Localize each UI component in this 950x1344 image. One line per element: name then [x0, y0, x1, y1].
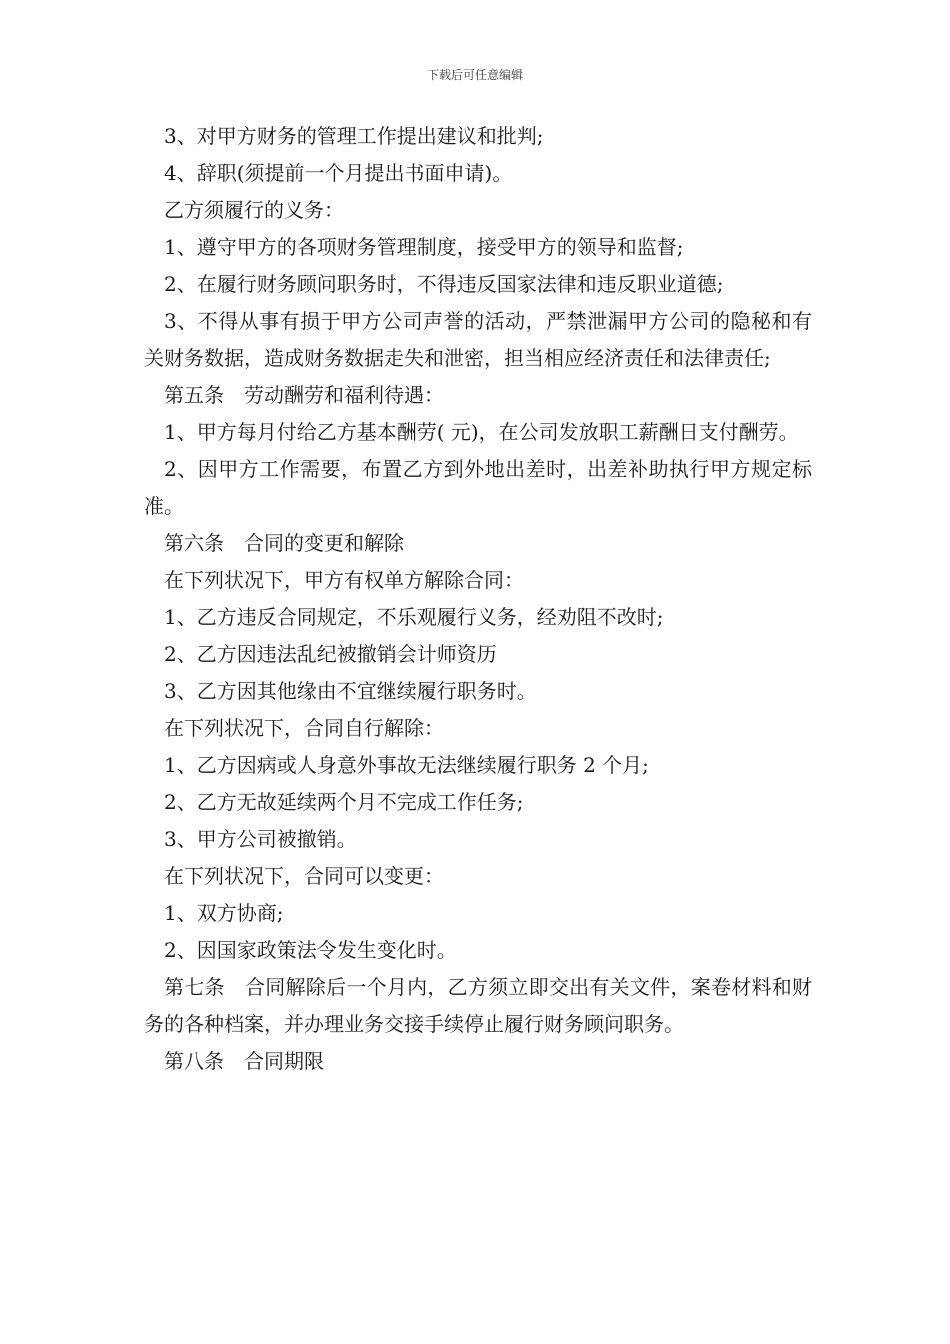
- paragraph: 2、因甲方工作需要，布置乙方到外地出差时，出差补助执行甲方规定标准。: [144, 457, 812, 518]
- paragraph: 乙方须履行的义务：: [164, 198, 344, 222]
- section-heading: 第五条 劳动酬劳和福利待遇：: [164, 383, 444, 407]
- paragraph: 1、甲方每月付给乙方基本酬劳( 元)，在公司发放职工薪酬日支付酬劳。: [164, 420, 799, 444]
- paragraph: 在下列状况下，合同自行解除：: [164, 716, 444, 740]
- paragraph: 2、乙方无故延续两个月不完成工作任务;: [164, 790, 524, 814]
- paragraph: 在下列状况下，合同可以变更：: [164, 864, 444, 888]
- section-heading: 第六条 合同的变更和解除: [164, 531, 404, 555]
- paragraph: 2、因国家政策法令发生变化时。: [164, 938, 457, 962]
- section-heading: 第八条 合同期限: [164, 1049, 324, 1073]
- paragraph: 3、甲方公司被撤销。: [164, 827, 357, 851]
- paragraph: 在下列状况下，甲方有权单方解除合同：: [164, 568, 524, 592]
- paragraph: 2、在履行财务顾问职务时，不得违反国家法律和违反职业道德;: [164, 272, 724, 296]
- page-header: 下载后可任意编辑: [426, 68, 523, 82]
- section-heading: 第七条 合同解除后一个月内，乙方须立即交出有关文件，案卷材料和财务的各种档案，并办理业务交接手续停止履行财务顾问职务。: [144, 975, 812, 1036]
- paragraph: 4、辞职(须提前一个月提出书面申请)。: [164, 161, 513, 185]
- paragraph: 3、对甲方财务的管理工作提出建议和批判;: [164, 124, 544, 148]
- paragraph: 1、双方协商;: [164, 901, 284, 925]
- paragraph: 1、乙方因病或人身意外事故无法继续履行职务 2 个月;: [164, 753, 649, 777]
- paragraph: 2、乙方因违法乱纪被撤销会计师资历: [164, 642, 497, 666]
- paragraph: 3、不得从事有损于甲方公司声誉的活动，严禁泄漏甲方公司的隐秘和有关财务数据，造成财务数据走失和泄密，担当相应经济责任和法律责任;: [144, 309, 812, 370]
- paragraph: 1、遵守甲方的各项财务管理制度，接受甲方的领导和监督;: [164, 235, 684, 259]
- document-body: [144, 118, 812, 1080]
- paragraph: 1、乙方违反合同规定，不乐观履行义务，经劝阻不改时;: [164, 605, 664, 629]
- paragraph: 3、乙方因其他缘由不宜继续履行职务时。: [164, 679, 537, 703]
